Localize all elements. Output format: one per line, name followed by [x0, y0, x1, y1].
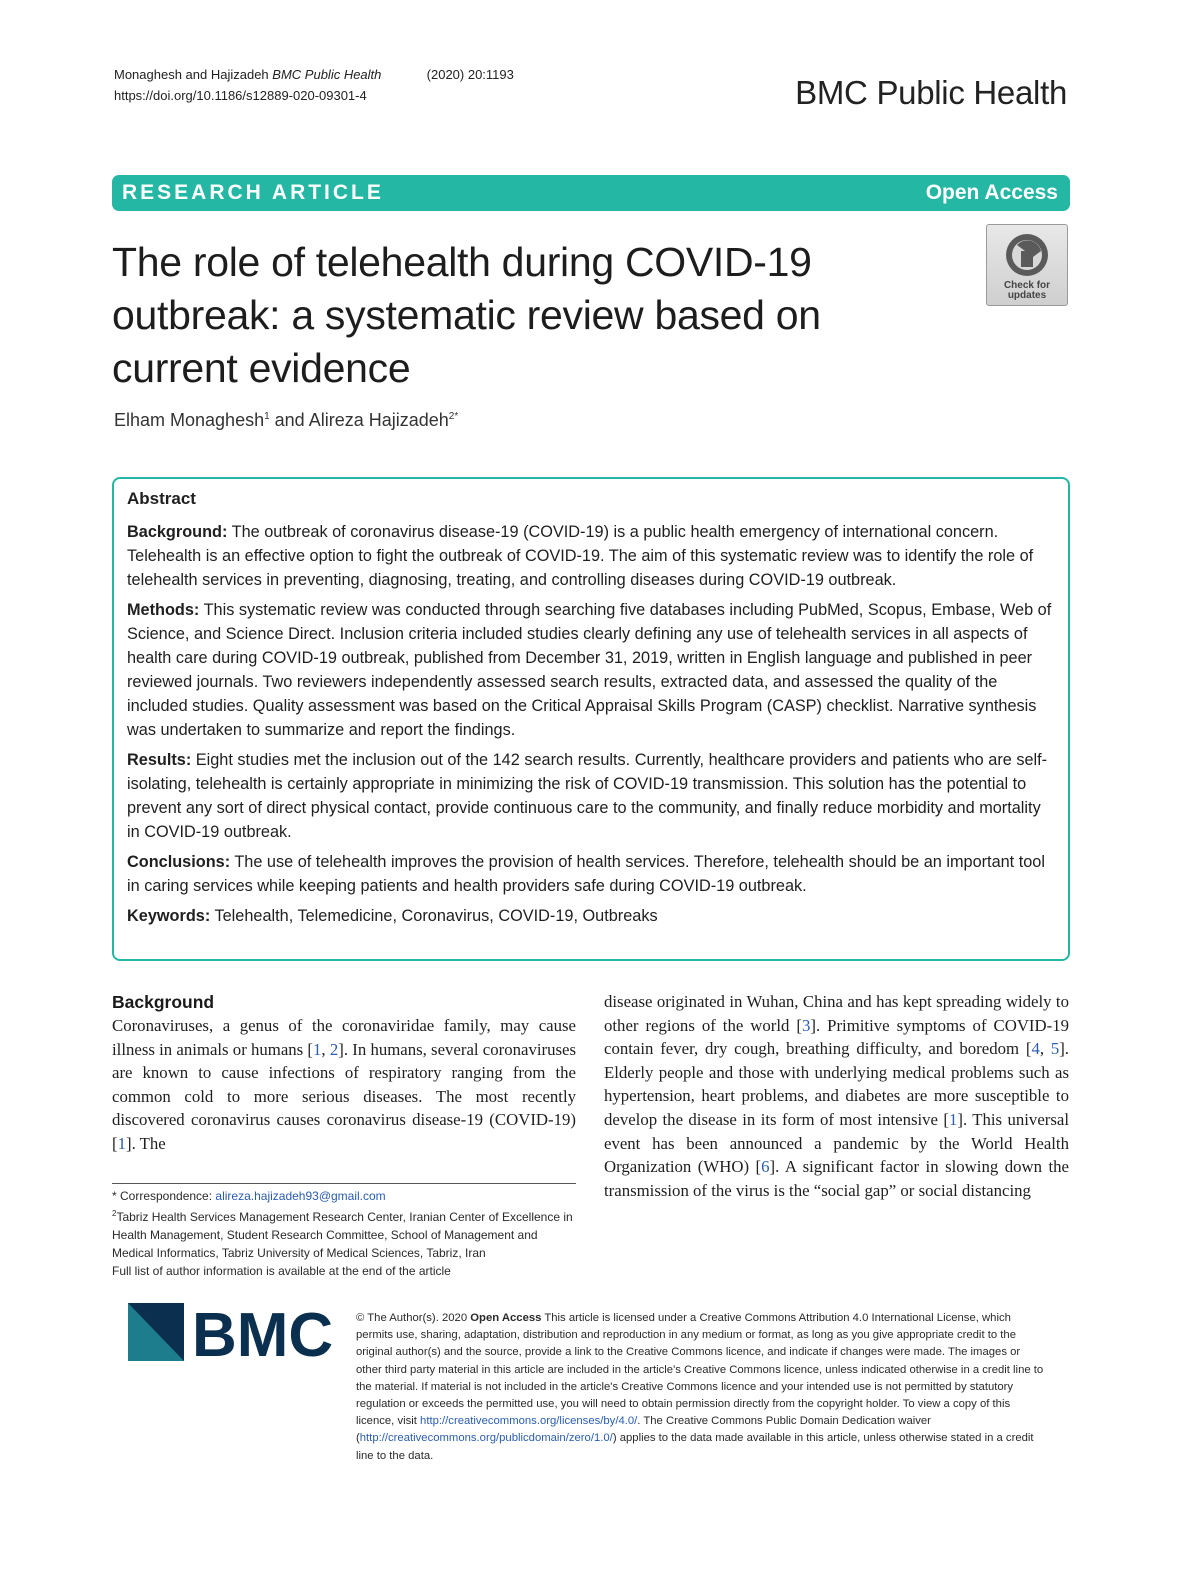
results-text: Eight studies met the inclusion out of the 142 search results. Currently, healthcare providers and patients who are self-isolating, telehealth is certainly appropriate in minimizing the risk of COVID-19 transmission. This solution has the potential to prevent any sort of direct physical contact, provide continuous care to the community, and finally reduce morbidity and mortality in COVID-19 outbreak.: [127, 751, 1048, 841]
author-list: [114, 410, 458, 431]
license-statement: [356, 1310, 1046, 1465]
text-run: ]. A significant factor in slowing down the transmission of the virus is the “social gap” or social distancing: [604, 1157, 1070, 1200]
doi-link[interactable]: https://doi.org/10.1186/s12889-020-09301-4: [114, 88, 367, 103]
citation-link[interactable]: 2: [329, 1039, 339, 1059]
abstract-conclusions: [127, 850, 1054, 898]
background-text: The outbreak of coronavirus disease-19 (COVID-19) is a public health emergency of international concern. Telehealth is an effective option to fight the outbreak of COVID-19. The aim of this systematic review was to identify the role of telehealth services in preventing, diagnosing, treating, and controlling diseases during COVID-19 outbreak.: [127, 523, 1034, 589]
abstract-results: [127, 748, 1054, 844]
journal-title: BMC Public Health: [795, 74, 1067, 111]
text-run: ]. Primitive symptoms of COVID-19 contain fever, dry cough, breathing difficulty, and boredom [: [604, 1015, 1070, 1059]
correspondence-label: * Correspondence:: [112, 1189, 216, 1203]
license-open-access: Open Access: [470, 1312, 542, 1324]
logo-wordmark: BMC: [192, 1303, 333, 1363]
footnote-divider: [112, 1183, 576, 1184]
running-header: [114, 64, 514, 106]
article-type: RESEARCH ARTICLE: [122, 181, 384, 204]
keywords-text: Telehealth, Telemedicine, Coronavirus, COVID-19, Outbreaks: [210, 907, 658, 925]
author-2-affil: 2*: [448, 411, 459, 422]
affiliation-number: 2: [112, 1209, 117, 1218]
check-for-updates-button[interactable]: [986, 224, 1068, 306]
license-text: This article is licensed under a Creative Commons Attribution 4.0 International License, which permits use, sharing, adaptation, distribution and reproduction in any medium or format, as long as you give appropriate credit to the original author(s) and the source, provide a link to the Creative Commons licence, and indicate if changes were made. The images or other third party material in this article are included in the article's Creative Commons licence, unless indicated otherwise in a credit line to the material. If material is not included in the article's Creative Commons licence and your intended use is not permitted by statutory regulation or exceeds the permitted use, you will need to obtain permission directly from the copyright holder. To view a copy of this licence, visit: [356, 1312, 1044, 1428]
license-text: ) applies to the data made available in this article, unless otherwise stated in a credit line to the data.: [356, 1432, 1034, 1462]
update-icon: [1003, 231, 1051, 279]
citation-link[interactable]: 3: [801, 1015, 811, 1035]
conclusions-label: Conclusions:: [127, 853, 231, 871]
citation-link[interactable]: 1: [313, 1039, 322, 1059]
body-column-right: [604, 990, 1069, 1202]
correspondence-line: [112, 1187, 576, 1205]
text-run: Coronaviruses, a genus of the coronaviridae family, may cause illness in animals or humans [: [112, 1016, 576, 1059]
correspondence-email[interactable]: alireza.hajizadeh93@gmail.com: [215, 1189, 386, 1203]
author-separator: and: [269, 410, 309, 430]
citation-link[interactable]: 1: [948, 1109, 958, 1129]
text-run: ,: [321, 1039, 330, 1059]
header-citation: (2020) 20:1193: [426, 67, 514, 82]
citation-link[interactable]: 4: [1031, 1039, 1040, 1059]
open-access-label: Open Access: [925, 181, 1058, 204]
footnotes: [112, 1187, 576, 1280]
citation-link[interactable]: 1: [117, 1133, 126, 1153]
abstract-keywords: [127, 904, 1054, 928]
body-paragraph-right: [604, 990, 1069, 1202]
background-label: Background:: [127, 523, 228, 541]
methods-label: Methods:: [127, 601, 200, 619]
citation-line: [114, 64, 514, 85]
conclusions-text: The use of telehealth improves the provision of health services. Therefore, telehealth should be an important tool in caring services while keeping patients and health providers safe during COVID-19 outbreak.: [127, 853, 1045, 895]
text-run: ]. This universal event has been announced a pandemic by the World Health Organization (WHO) [: [604, 1109, 1069, 1177]
text-run: disease originated in Wuhan, China and has kept spreading widely to other regions of the world [: [604, 992, 1069, 1035]
text-run: ]. In humans, several coronaviruses are known to cause infections of respiratory ranging from the common cold to more serious diseases. The most recently discovered coronavirus causes coronavirus disease-19 (COVID-19) [: [112, 1039, 576, 1153]
bmc-logo: [128, 1303, 333, 1363]
article-title: The role of telehealth during COVID-19 outbreak: a systematic review based on current evidence: [112, 239, 821, 391]
affiliation: [112, 1205, 576, 1262]
author-1-affil: 1: [264, 411, 270, 422]
results-label: Results:: [127, 751, 192, 769]
methods-text: This systematic review was conducted through searching five databases including PubMed, Scopus, Embase, Web of Science, and Science Direct. Inclusion criteria included studies clearly defining any use of telehealth services in all aspects of health care during COVID-19 outbreak, published from December 31, 2019, written in English language and published in peer reviewed journals. Two reviewers independently assessed search results, extracted data, and assessed the quality of the included studies. Quality assessment was based on the Critical Appraisal Skills Program (CASP) checklist. Narrative synthesis was undertaken to summarize and report the findings.: [127, 601, 1052, 739]
text-run: ]. Elderly people and those with underlying medical problems such as hypertension, heart problems, and diabetes are more susceptible to develop the disease in its form of most intensive [: [604, 1039, 1070, 1129]
body-column-left: [112, 990, 576, 1156]
author-1[interactable]: Elham Monaghesh: [114, 410, 265, 430]
abstract-box: [112, 477, 1070, 961]
article-type-banner: [112, 175, 1070, 211]
license-link-by[interactable]: http://creativecommons.org/licenses/by/4.0/: [420, 1415, 638, 1428]
abstract-background: [127, 520, 1054, 592]
body-paragraph-left: [112, 1014, 576, 1156]
author-2[interactable]: Alireza Hajizadeh: [308, 410, 449, 430]
header-authors: Monaghesh and Hajizadeh: [114, 67, 269, 82]
text-run: ]. The: [125, 1133, 166, 1153]
author-info-note: Full list of author information is available at the end of the article: [112, 1264, 451, 1278]
abstract-methods: [127, 598, 1054, 742]
citation-link[interactable]: 5: [1050, 1039, 1060, 1059]
license-text: . The Creative Commons Public Domain Dedication waiver (: [356, 1415, 931, 1445]
citation-link[interactable]: 6: [761, 1157, 770, 1177]
license-lead: © The Author(s). 2020: [356, 1312, 471, 1324]
keywords-label: Keywords:: [127, 907, 211, 925]
header-journal: BMC Public Health: [272, 67, 382, 82]
text-run: ,: [1039, 1039, 1051, 1059]
check-for-updates-label: Check for updates: [1003, 280, 1051, 301]
affiliation-text: Tabriz Health Services Management Research Center, Iranian Center of Excellence in Health Management, Student Research Committee, School of Management and Medical Informatics, Tabriz University of Medical Sciences, Tabriz, Iran: [112, 1210, 573, 1260]
license-link-zero[interactable]: http://creativecommons.org/publicdomain/zero/1.0/: [359, 1432, 613, 1445]
abstract-heading: Abstract: [127, 489, 196, 508]
section-heading-background: Background: [112, 992, 215, 1012]
